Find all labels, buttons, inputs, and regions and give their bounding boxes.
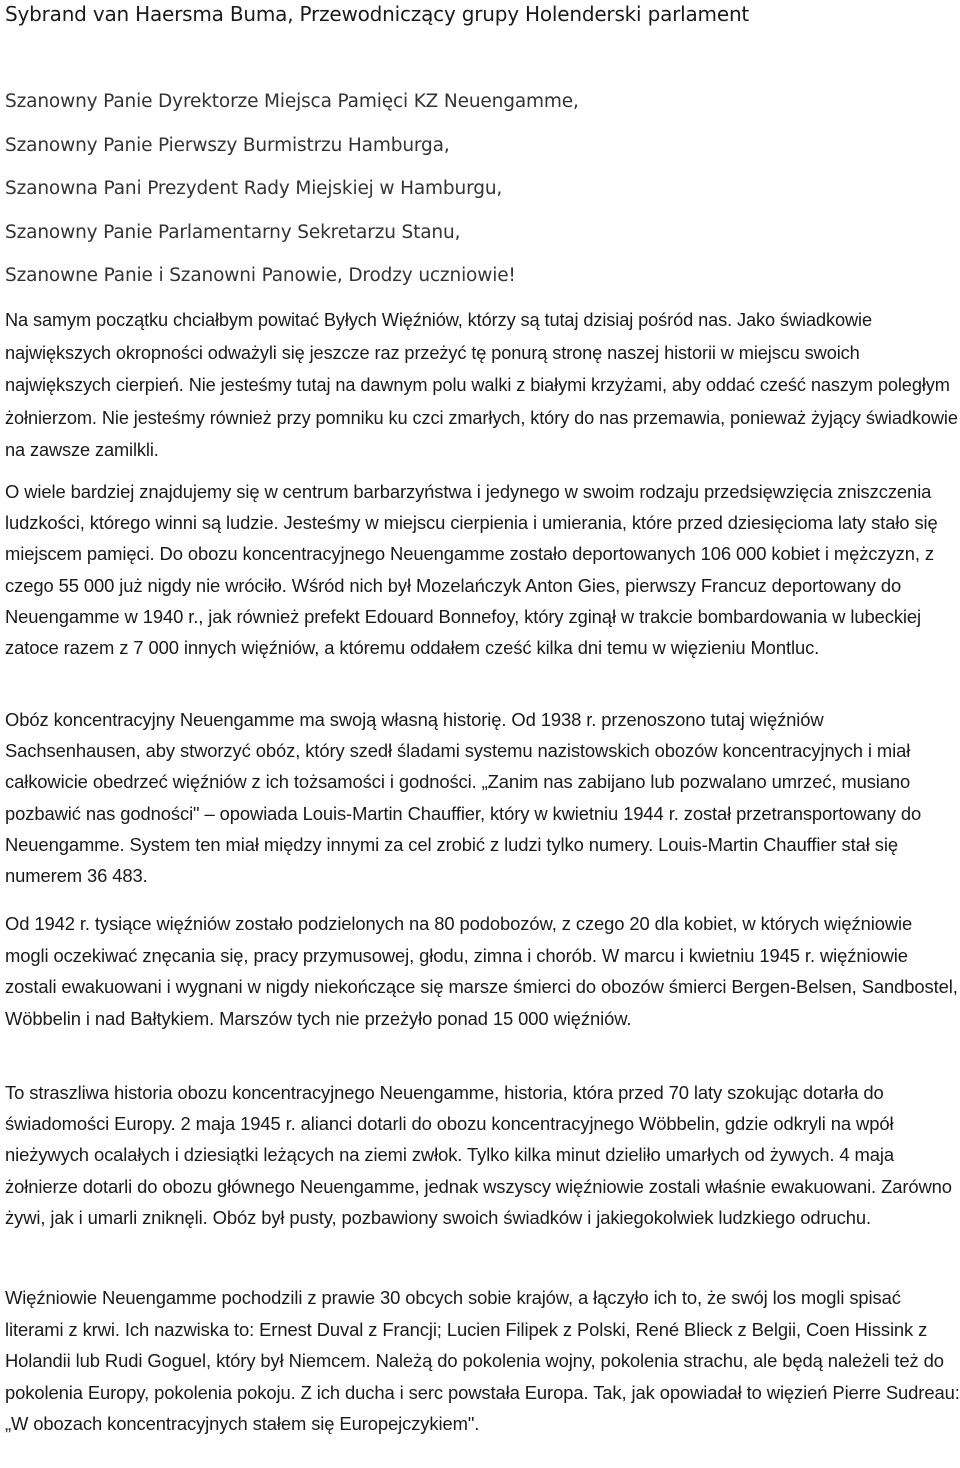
document-title: Sybrand van Haersma Buma, Przewodniczący grupy Holenderski parlament <box>5 2 750 26</box>
body-paragraph: Więźniowie Neuengamme pochodzili z prawie 30 obcych sobie krajów, a łączyło ich to, że swój los mogli spisać literami z krwi. Ich nazwiska to: Ernest Duval z Francji; Lucien Filipek z Polski, René Blieck z Belgii, Coen Hissink z Holandii lub Rudi Goguel, który był Niemcem. Należą do pokolenia wojny, pokolenia strachu, ale będą należeli też do pokolenia Europy, pokolenia pokoju. Z ich ducha i serc powstała Europa. Tak, jak opowiadał to więzień Pierre Sudreau: „W obozach koncentracyjnych stałem się Europejczykiem". <box>5 1287 960 1434</box>
salutation-line: Szanowny Panie Pierwszy Burmistrzu Hamburga, <box>5 134 450 156</box>
salutation-line: Szanowny Panie Parlamentarny Sekretarzu Stanu, <box>5 221 461 243</box>
salutation-line: Szanowne Panie i Szanowni Panowie, Drodzy uczniowie! <box>5 265 516 286</box>
body-paragraph: O wiele bardziej znajdujemy się w centrum barbarzyństwa i jedynego w swoim rodzaju przedsięwzięcia zniszczenia ludzkości, którego winni są ludzie. Jesteśmy w miejscu cierpienia i umierania, które przed dziesięcioma laty stało się miejscem pamięci. Do obozu koncentracyjnego Neuengamme zostało deportowanych 106 000 kobiet i mężczyzn, z czego 55 000 już nigdy nie wróciło. Wśród nich był Mozelańczyk Anton Gies, pierwszy Francuz deportowany do Neuengamme w 1940 r., jak również prefekt Edouard Bonnefoy, który zginął w trakcie bombardowania w lubeckiej zatoce razem z 7 000 innych więźniów, a któremu oddałem cześć kilka dni temu w więzieniu Montluc. <box>5 481 938 659</box>
body-paragraph: Od 1942 r. tysiące więźniów zostało podzielonych na 80 podobozów, z czego 20 dla kobiet, w których więźniowie mogli oczekiwać znęcania się, pracy przymusowej, głodu, zimna i chorób. W marcu i kwietniu 1945 r. więźniowie zostali ewakuowani i wygnani w nigdy niekończące się marsze śmierci do obozów śmierci Bergen-Belsen, Sandbostel, Wöbbelin i nad Bałtykiem. Marszów tych nie przeżyło ponad 15 000 więźniów. <box>5 913 958 1029</box>
document-page <box>5 0 960 1434</box>
body-paragraph: Na samym początku chciałbym powitać Byłych Więźniów, którzy są tutaj dzisiaj pośród nas. Jako świadkowie największych okropności odważyli się jeszcze raz przeżyć tę ponurą stronę naszej historii w miejscu swoich największych cierpień. Nie jesteśmy tutaj na dawnym polu walki z białymi krzyżami, aby oddać cześć naszym poległym żołnierzom. Nie jesteśmy również przy pomniku ku czci zmarłych, który do nas przemawia, ponieważ żyjący świadkowie na zawsze zamilkli. <box>5 310 958 460</box>
body-paragraph: Obóz koncentracyjny Neuengamme ma swoją własną historię. Od 1938 r. przenoszono tutaj więźniów Sachsenhausen, aby stworzyć obóz, który szedł śladami systemu nazistowskich obozów koncentracyjnych i miał całkowicie obedrzeć więźniów z ich tożsamości i godności. „Zanim nas zabijano lub pozwalano umrzeć, musiano pozbawić nas godności" – opowiada Louis-Martin Chauffier, który w kwietniu 1944 r. został przetransportowany do Neuengamme. System ten miał między innymi za cel zrobić z ludzi tylko numery. Louis-Martin Chauffier stał się numerem 36 483. <box>5 709 922 887</box>
body-paragraph: To straszliwa historia obozu koncentracyjnego Neuengamme, historia, która przed 70 laty szokując dotarła do świadomości Europy. 2 maja 1945 r. alianci dotarli do obozu koncentracyjnego Wöbbelin, gdzie odkryli na wpół nieżywych ocalałych i dziesiątki leżących na ziemi zwłok. Tylko kilka minut dzieliło umarłych od żywych. 4 maja żołnierze dotarli do obozu głównego Neuengamme, jednak wszyscy więźniowie zostali właśnie ewakuowani. Zarówno żywi, jak i umarli zniknęli. Obóz był pusty, pozbawiony swoich świadków i jakiegokolwiek ludzkiego odruchu. <box>5 1082 952 1228</box>
salutation-line: Szanowna Pani Prezydent Rady Miejskiej w Hamburgu, <box>5 178 503 199</box>
salutation-line: Szanowny Panie Dyrektorze Miejsca Pamięci KZ Neuengamme, <box>5 91 579 112</box>
salutation-list <box>5 88 579 306</box>
